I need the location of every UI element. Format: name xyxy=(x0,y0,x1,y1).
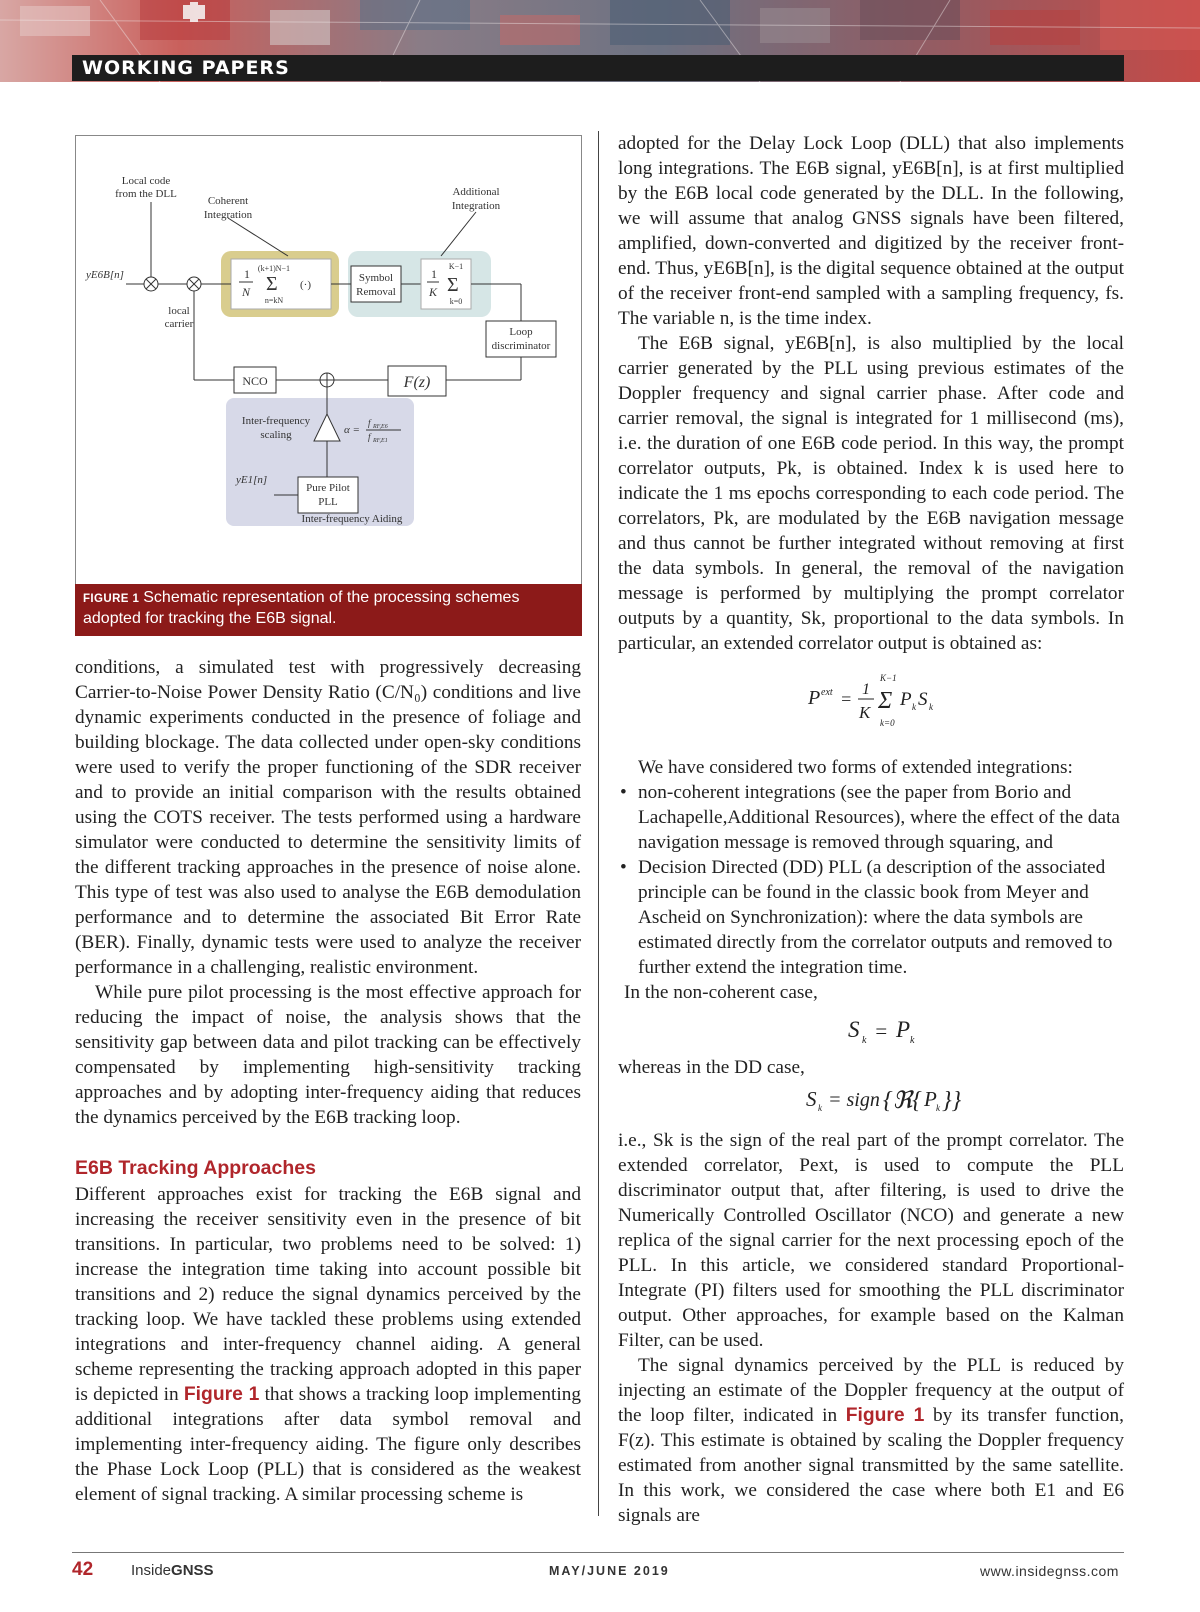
right-paragraph-6: i.e., Sk is the sign of the real part of the prompt correlator. The extended correlator, Pext, is used to compute the PLL discriminator output that, after filtering, is used to drive the Numerically Controlled Oscillator (NCO) and generate a new replica of the signal carrier for the next processing epoch of the PLL. In this article, we considered standard Proportional-Integrate (PI) filters used for smoothing the PLL discriminator output. Other approaches, for example based on the Kalman Filter, can be used. xyxy=(618,1130,1124,1351)
svg-text:PLL: PLL xyxy=(318,496,338,508)
svg-text:Σ: Σ xyxy=(878,688,893,714)
integration-list xyxy=(618,780,1124,980)
svg-text:=: = xyxy=(874,1019,889,1043)
svg-text:S: S xyxy=(806,1087,817,1111)
svg-text:k: k xyxy=(910,1035,915,1046)
figure-caption-label: FIGURE 1 xyxy=(83,593,140,605)
svg-text:k: k xyxy=(862,1035,867,1046)
equation-noncoherent xyxy=(618,1009,1124,1049)
svg-text:k=0: k=0 xyxy=(880,718,895,728)
section-label: WORKING PAPERS xyxy=(82,57,290,79)
svg-text:k: k xyxy=(818,1103,822,1113)
svg-text:K: K xyxy=(429,285,438,299)
svg-text:discriminator: discriminator xyxy=(491,340,551,352)
svg-text:Pure Pilot: Pure Pilot xyxy=(306,482,350,494)
right-paragraph-7: The signal dynamics perceived by the PLL is reduced by injecting an estimate of the Doppler frequency at the output of the loop filter, indicated in Figure 1 by its transfer function, F(z). This estimate is obtained by scaling the Doppler frequency estimated from another signal transmitted by the same satellite. In this work, we considered the case where both E1 and E6 signals are xyxy=(618,1355,1124,1526)
issue-date: MAY/JUNE 2019 xyxy=(549,1564,670,1578)
svg-text:Integration: Integration xyxy=(451,200,501,212)
svg-text:= sign: = sign xyxy=(828,1089,880,1111)
section-label-bar xyxy=(72,55,1124,81)
input-signal-label: yE6B[n] xyxy=(86,269,124,281)
svg-text:RF,E6: RF,E6 xyxy=(373,424,388,430)
local-carrier-label: local xyxy=(168,305,190,317)
left-paragraph-3: Different approaches exist for tracking the E6B signal and increasing the receiver sensitivity even in the presence of bit transitions. In particular, two problems need to be solved: 1) increase the integration time taking into account possible bit transitions and 2) reduce the signal dynamics perceived by the tracking loop. We have tackled these problems using extended integrations and inter-frequency channel aiding. A general scheme representing the tracking approach adopted in this paper is depicted in Figure 1 that shows a tracking loop implementing additional integrations after data symbol removal and implementing inter-frequency aiding. The figure only describes the Phase Lock Loop (PLL) that is considered as the weakest element of signal tracking. A similar processing scheme is xyxy=(75,1184,582,1505)
right-column xyxy=(618,131,1124,1528)
svg-text:K−1: K−1 xyxy=(880,673,897,683)
figure-1 xyxy=(75,135,582,585)
left-paragraph-1: conditions, a simulated test with progressively decreasing Carrier-to-Noise Power Density Ratio (C/N₀) conditions and live dynamic experiments conducted in the presence of foliage and building blockage. The data collected under open-sky conditions were used to verify the proper functioning of the SDR receiver and to provide an initial comparison with the results obtained using the COTS receiver. The tests performed using a hardware simulator were conducted to determine the sensitivity limits of the different tracking approaches in the presence of noise alone. This type of test was also used to analyse the E6B demodulation performance and to determine the associated Bit Error Rate (BER). Finally, dynamic tests were used to analyze the receiver performance in a challenging, realistic environment. xyxy=(75,657,581,978)
magazine-brand: InsideGNSS xyxy=(131,1562,214,1579)
equation-extended-correlator xyxy=(618,668,1124,741)
svg-text:α =: α = xyxy=(344,424,360,436)
svg-text:F(z): F(z) xyxy=(403,374,431,391)
svg-text:ext: ext xyxy=(821,687,833,698)
column-divider xyxy=(598,131,599,1516)
footer-rule xyxy=(72,1552,1124,1553)
svg-text:S: S xyxy=(848,1017,860,1042)
svg-text:(k+1)N−1: (k+1)N−1 xyxy=(257,264,291,273)
page-number: 42 xyxy=(72,1559,94,1580)
website-link[interactable]: www.insidegnss.com xyxy=(980,1563,1119,1579)
svg-text:RF,E1: RF,E1 xyxy=(373,438,388,444)
svg-text:n=kN: n=kN xyxy=(264,296,284,305)
svg-text:Loop: Loop xyxy=(509,326,533,338)
svg-text:P: P xyxy=(896,1017,911,1042)
svg-text:f: f xyxy=(368,418,371,428)
svg-text:1: 1 xyxy=(862,681,870,698)
figure-caption xyxy=(75,584,582,636)
figure-1-link[interactable]: Figure 1 xyxy=(845,1405,925,1426)
right-paragraph-2: The E6B signal, yE6B[n], is also multiplied by the local carrier generated by the PLL using previous estimates of the Doppler frequency and signal carrier phase. After code and carrier removal, the signal is integrated for 1 millisecond (ms), i.e. the duration of one E6B code period. In this way, the prompt correlator outputs, Pk, is obtained. Index k is used here to indicate the 1 ms epochs corresponding to each code period. The correlators, Pk, are modulated by the E6B navigation message and thus cannot be further integrated without removing at first the data symbols. In general, the removal of the navigation message is performed by multiplying the prompt correlator outputs by a quantity, Sk, proportional to the data symbols. In particular, an extended correlator output is obtained as: xyxy=(618,333,1124,654)
left-paragraph-2: While pure pilot processing is the most effective approach for reducing the impact of noise, the analysis shows that the sensitivity gap between data and pilot tracking can be effectively compensated by implementing high-sensitivity tracking approaches and by adopting inter-frequency aiding that reduces the dynamics perceived by the E6B tracking loop. xyxy=(75,982,581,1128)
svg-text:Inter-frequency Aiding: Inter-frequency Aiding xyxy=(301,513,403,525)
svg-text:P: P xyxy=(808,687,821,709)
right-paragraph-4: In the non-coherent case, xyxy=(624,982,818,1003)
additional-label: Additional xyxy=(452,186,500,198)
svg-text:Σ: Σ xyxy=(266,273,278,295)
list-item: • Decision Directed (DD) PLL (a description of the associated principle can be found in the classic book from Meyer and Ascheid on Synchronization): where the data symbols are estimated directly from the correlator outputs and removed to further extend the integration time. xyxy=(618,855,1124,980)
svg-text:1: 1 xyxy=(431,267,437,281)
svg-text:Integration: Integration xyxy=(203,209,253,221)
svg-text:K: K xyxy=(859,703,871,722)
svg-text:P: P xyxy=(924,1087,937,1111)
local-code-label: Local code xyxy=(121,175,171,187)
svg-text:k: k xyxy=(936,1103,940,1113)
coherent-label: Coherent xyxy=(207,195,249,207)
svg-text:S: S xyxy=(918,689,928,710)
svg-text:}}: }} xyxy=(942,1088,962,1114)
svg-text:Symbol: Symbol xyxy=(358,272,394,284)
right-paragraph-3: We have considered two forms of extended integrations: xyxy=(638,757,1073,778)
svg-text:K−1: K−1 xyxy=(448,262,464,271)
svg-text:=: = xyxy=(840,689,853,709)
svg-text:(·): (·) xyxy=(300,279,311,291)
svg-text:P: P xyxy=(900,689,912,710)
e1-signal-label: yE1[n] xyxy=(236,474,268,486)
svg-text:scaling: scaling xyxy=(260,429,292,441)
figure-caption-text: Schematic representation of the processing schemes adopted for tracking the E6B signal. xyxy=(83,589,520,627)
left-column xyxy=(75,655,581,1507)
svg-text:Σ: Σ xyxy=(447,274,459,296)
figure-1-link[interactable]: Figure 1 xyxy=(183,1384,260,1405)
right-paragraph-5: whereas in the DD case, xyxy=(618,1057,805,1078)
svg-text:Removal: Removal xyxy=(356,286,396,298)
svg-text:Inter-frequency: Inter-frequency xyxy=(241,415,311,427)
svg-text:k: k xyxy=(929,702,933,712)
equation-decision-directed xyxy=(618,1080,1124,1118)
svg-text:from the DLL: from the DLL xyxy=(115,188,177,200)
svg-text:N: N xyxy=(242,285,251,299)
svg-text:k=0: k=0 xyxy=(449,297,463,306)
svg-text:k: k xyxy=(912,702,916,712)
svg-text:carrier: carrier xyxy=(164,318,194,330)
section-heading: E6B Tracking Approaches xyxy=(75,1157,316,1179)
svg-text:{ℜ{: {ℜ{ xyxy=(883,1088,922,1114)
svg-text:NCO: NCO xyxy=(242,374,268,388)
svg-text:1: 1 xyxy=(244,267,250,281)
list-item: • non-coherent integrations (see the paper from Borio and Lachapelle,Additional Resources), where the effect of the data navigation message is removed through squaring, and xyxy=(618,780,1124,855)
right-paragraph-1: adopted for the Delay Lock Loop (DLL) that also implements long integrations. The E6B signal, yE6B[n], is at first multiplied by the E6B local code generated by the DLL. In the following, we will assume that analog GNSS signals have been filtered, amplified, down-converted and digitized by the receiver front-end. Thus, yE6B[n], is the digital sequence obtained at the output of the receiver front-end sampled with a sampling frequency, fs. The variable n, is the time index. xyxy=(618,133,1124,329)
svg-text:f: f xyxy=(368,432,371,442)
